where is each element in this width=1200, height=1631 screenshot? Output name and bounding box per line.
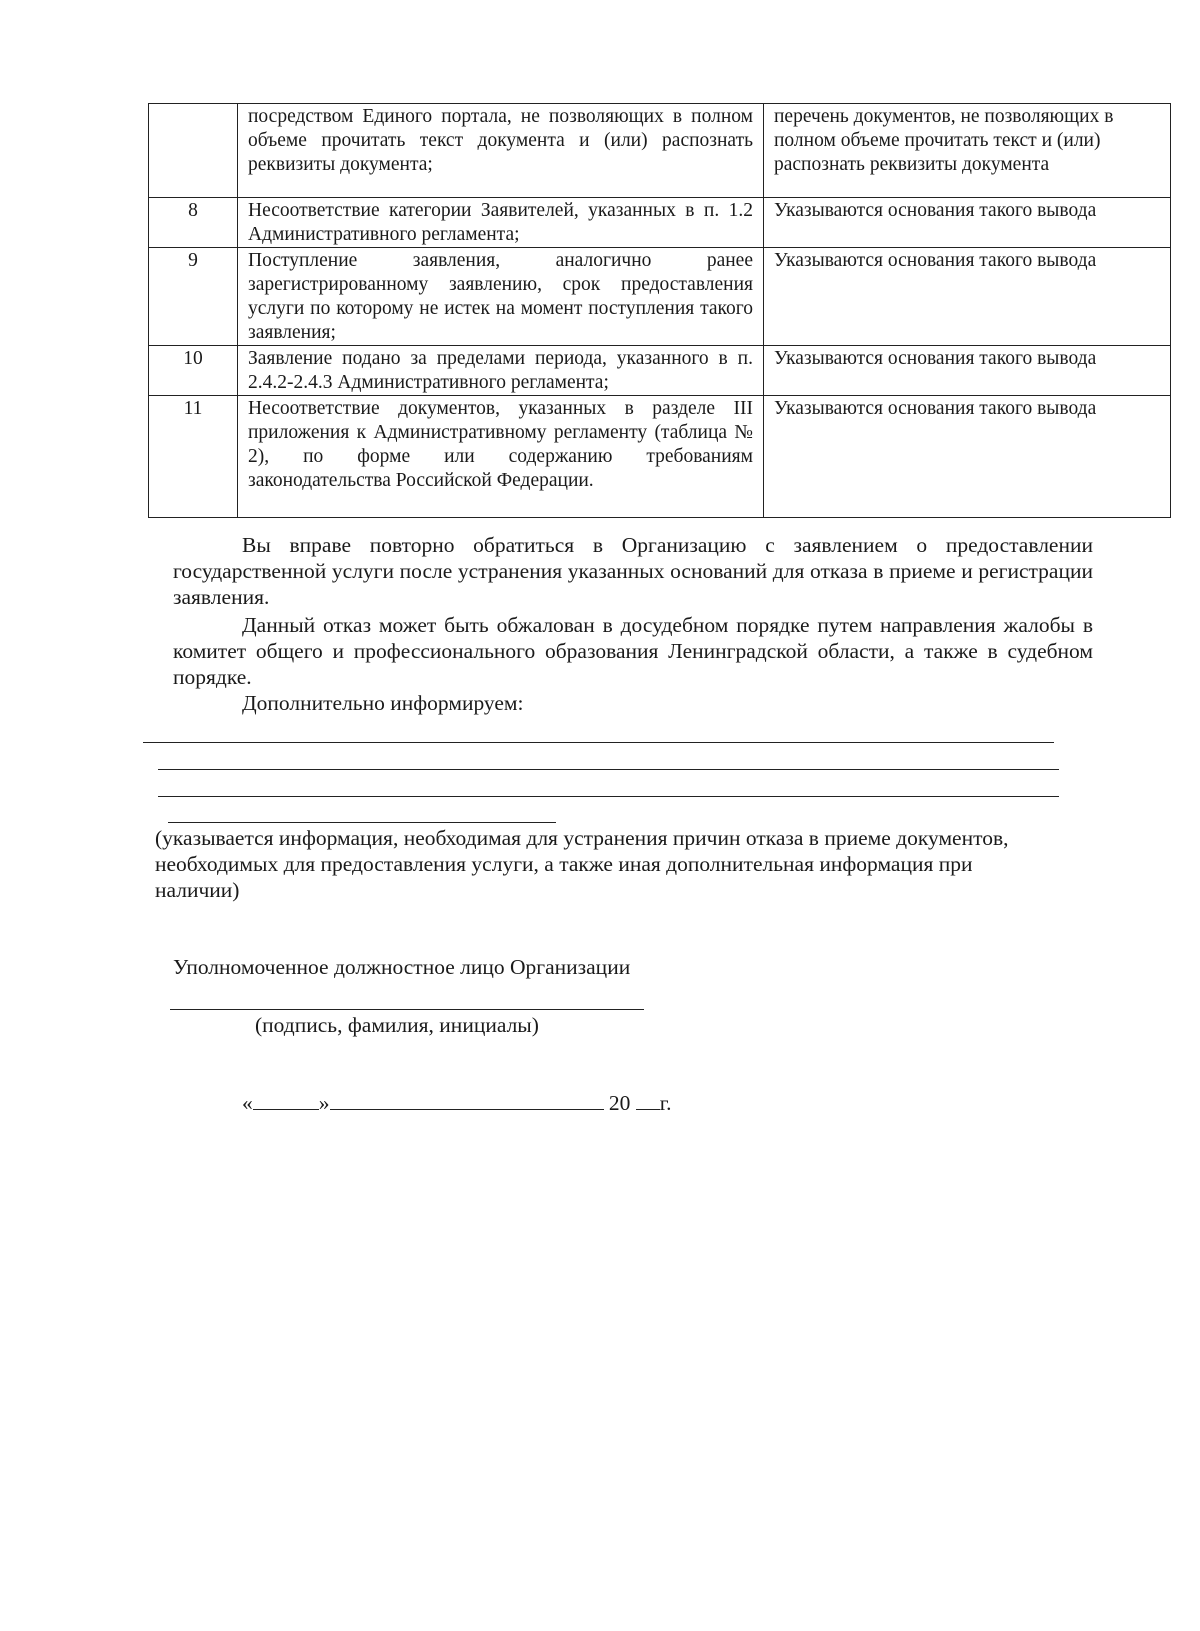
row-reason: посредством Единого портала, не позволяющих в полном объеме прочитать текст документа и (или) распознать реквизиты документа;: [238, 104, 764, 198]
additional-info-text: Дополнительно информируем:: [242, 691, 524, 715]
row-comment: Указываются основания такого вывода: [764, 346, 1171, 396]
table-row: [149, 104, 1171, 198]
signer-title: Уполномоченное должностное лицо Организации: [173, 955, 631, 979]
row-reason: Поступление заявления, аналогично ранее зарегистрированному заявлению, срок предоставления услуги по которому не истек на момент поступления такого заявления;: [238, 248, 764, 346]
table-row: [149, 198, 1171, 248]
month-blank: [330, 1091, 604, 1110]
day-blank: [253, 1091, 319, 1110]
reapply-paragraph: [173, 532, 1093, 610]
signature-line: [170, 1009, 644, 1010]
appeal-paragraph: [173, 612, 1093, 690]
table-row: [149, 248, 1171, 346]
fill-in-line: [168, 822, 556, 823]
reapply-text: Вы вправе повторно обратиться в Организацию с заявлением о предоставлении государственной услуги после устранения указанных оснований для отказа в приеме и регистрации заявления.: [173, 533, 1093, 609]
additional-info-paragraph: [173, 690, 1093, 716]
row-reason: Несоответствие документов, указанных в разделе III приложения к Административному регламенту (таблица № 2), по форме или содержанию требованиям законодательства Российской Федерации.: [238, 396, 764, 518]
fill-in-line: [158, 796, 1059, 797]
date-line: [242, 1091, 672, 1116]
row-comment: Указываются основания такого вывода: [764, 198, 1171, 248]
row-number: 8: [149, 198, 238, 248]
date-close-quote: »: [318, 1091, 330, 1115]
row-comment: Указываются основания такого вывода: [764, 248, 1171, 346]
row-comment: перечень документов, не позволяющих в полном объеме прочитать текст и (или) распознать реквизиты документа: [764, 104, 1171, 198]
row-comment: Указываются основания такого вывода: [764, 396, 1171, 518]
table-row: [149, 346, 1171, 396]
row-reason: Заявление подано за пределами периода, указанного в п. 2.4.2-2.4.3 Административного регламента;: [238, 346, 764, 396]
instruction-note: (указывается информация, необходимая для устранения причин отказа в приеме документов, необходимых для предоставления услуги, а также иная дополнительная информация при наличии): [155, 826, 1009, 902]
row-number: 10: [149, 346, 238, 396]
row-number: [149, 104, 238, 198]
signature-caption: (подпись, фамилия, инициалы): [255, 1013, 539, 1037]
date-open-quote: «: [242, 1091, 253, 1115]
year-prefix: 20: [608, 1091, 631, 1115]
appeal-text: Данный отказ может быть обжалован в досудебном порядке путем направления жалобы в комитет общего и профессионального образования Ленинградской области, а также в судебном порядке.: [173, 613, 1093, 689]
year-suffix: г.: [659, 1091, 672, 1115]
row-number: 11: [149, 396, 238, 518]
refusal-reasons-table: [148, 103, 1171, 518]
row-reason: Несоответствие категории Заявителей, указанных в п. 1.2 Административного регламента;: [238, 198, 764, 248]
row-number: 9: [149, 248, 238, 346]
table-row: [149, 396, 1171, 518]
year-blank: [636, 1091, 660, 1110]
fill-in-line: [158, 769, 1059, 770]
fill-in-line: [143, 742, 1054, 743]
